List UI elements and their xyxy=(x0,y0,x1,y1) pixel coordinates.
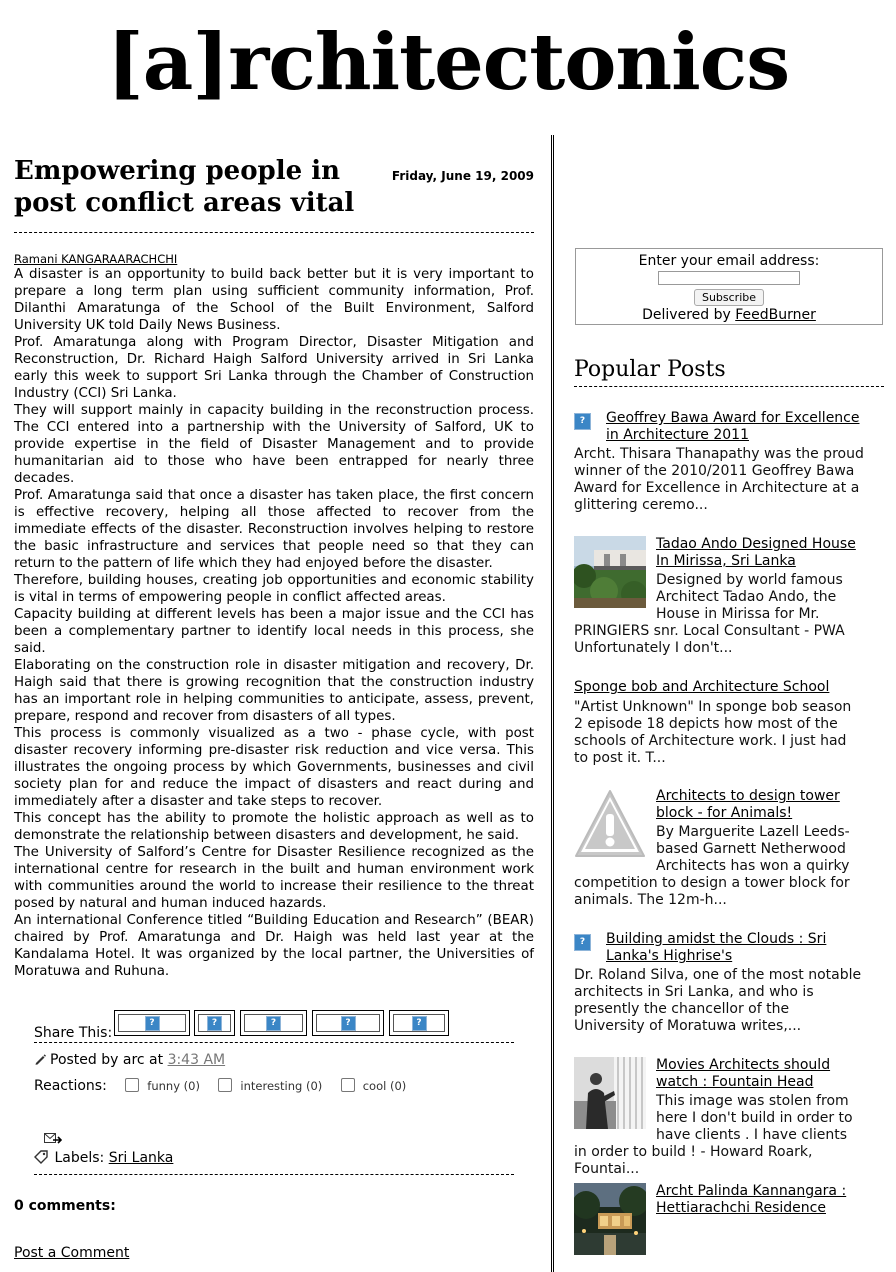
author-link[interactable]: Ramani KANGARAARACHCHI xyxy=(14,252,178,266)
broken-image-icon: ? xyxy=(207,1016,222,1031)
popular-post-link[interactable]: Geoffrey Bawa Award for Excellence in Architecture 2011 xyxy=(606,410,860,443)
post-footer-author xyxy=(34,1052,225,1068)
post-column xyxy=(14,150,534,1261)
post-paragraph: This process is commonly visualized as a two - phase cycle, with post disaster recovery informing pre-disaster risk reduction and vice versa. This illustrates the ongoing process by which Governments, businesses and civil society plan for and reduce the impact of disasters and react during and immediately after a disaster and take steps to recover. xyxy=(14,726,534,809)
popular-post-snippet: Archt. Thisara Thanapathy was the proud winner of the 2010/2011 Geoffrey Bawa Award for Excellence in Architecture at a glittering ceremo... xyxy=(574,446,864,513)
email-subscribe-widget xyxy=(575,248,883,325)
share-button-1[interactable] xyxy=(114,1010,190,1036)
feedburner-link[interactable]: FeedBurner xyxy=(735,307,816,323)
popular-post-link[interactable]: Sponge bob and Architecture School xyxy=(574,679,830,695)
share-button-3[interactable] xyxy=(240,1010,307,1036)
question-icon: ? xyxy=(574,934,591,951)
post-header xyxy=(14,150,534,233)
reaction-funny[interactable] xyxy=(125,1078,200,1093)
post-paragraph: Prof. Amaratunga along with Program Director, Disaster Mitigation and Reconstruction, Dr. Richard Haigh Salford University arrived in Sri Lanka early this week to support Sri Lanka through the Chamber of Construction Industry (CCI) Sri Lanka. xyxy=(14,335,534,401)
reaction-label: funny (0) xyxy=(147,1079,200,1093)
share-button-4[interactable] xyxy=(312,1010,384,1036)
popular-posts-title: Popular Posts xyxy=(574,355,884,387)
popular-post-item xyxy=(574,536,864,657)
checkbox[interactable] xyxy=(341,1078,355,1092)
post-time-link[interactable]: 3:43 AM xyxy=(167,1052,226,1068)
post-paragraph: Prof. Amaratunga said that once a disaster has taken place, the first concern is effective recovery, helping all those affected to recover from the immediate effects of the disaster. Reconstruction involves helping to restore the basic infrastructure and services that people need so that they can return to the pattern of life which they had enjoyed before the disaster. xyxy=(14,488,534,571)
reaction-interesting[interactable] xyxy=(218,1078,322,1093)
label-link[interactable]: Sri Lanka xyxy=(108,1150,174,1166)
post-paragraph: Therefore, building houses, creating job opportunities and economic stability is vital in terms of empowering people in conflict affected areas. xyxy=(14,573,534,605)
post-paragraph: Elaborating on the construction role in disaster mitigation and recovery, Dr. Haigh said that there is growing recognition that the construction industry has an important role in helping communities to anticipate, assess, prevent, prepare, respond and recover from disasters of all types. xyxy=(14,658,534,724)
reaction-cool[interactable] xyxy=(341,1078,407,1093)
delivered-by xyxy=(576,307,882,324)
post-title[interactable]: Empowering people in post conflict areas vital xyxy=(14,156,355,218)
checkbox[interactable] xyxy=(125,1078,139,1092)
popular-post-item xyxy=(574,1057,864,1178)
post-comment-link[interactable]: Post a Comment xyxy=(14,1245,130,1261)
popular-post-item xyxy=(574,679,864,767)
email-input[interactable] xyxy=(658,271,800,285)
email-post-icon[interactable] xyxy=(44,433,62,445)
film-still-thumbnail[interactable] xyxy=(574,1057,646,1129)
share-bar xyxy=(34,1010,514,1043)
reactions xyxy=(34,1078,406,1094)
broken-image-icon: ? xyxy=(412,1016,427,1031)
pencil-icon xyxy=(34,1053,46,1065)
popular-post-link[interactable]: Building amidst the Clouds : Sri Lanka's Highrise's xyxy=(606,931,827,964)
broken-image-icon: ? xyxy=(145,1016,160,1031)
column-divider xyxy=(551,135,554,1272)
popular-post-link[interactable]: Architects to design tower block - for Animals! xyxy=(656,788,840,821)
popular-post-item xyxy=(574,410,864,514)
subscribe-label: Enter your email address: xyxy=(638,253,820,269)
site-title[interactable]: [a]rchitectonics xyxy=(106,17,790,108)
post-paragraph: An international Conference titled “Building Education and Research” (BEAR) chaired by Prof. Amaratunga and Dr. Haigh was held last year at the Kandalama Hotel. It was organized by the local partner, the Universities of Moratuwa and Ruhuna. xyxy=(14,913,534,979)
popular-post-snippet: By Marguerite Lazell Leeds-based Garnett Netherwood Architects has won a quirky competition to design a tower block for animals. The 12m-h... xyxy=(574,824,850,908)
broken-image-icon: ? xyxy=(266,1016,281,1031)
post-paragraph: The University of Salford’s Centre for Disaster Resilience recognized as the international centre for research in the built and human environment work with communities around the world to increase their resilience to the threat posed by natural and human induced hazards. xyxy=(14,845,534,911)
post-paragraph: They will support mainly in capacity building in the reconstruction process. The CCI entered into a partnership with the University of Salford, UK to provide expertise in the field of Disaster Management and to provide humanitarian aid to those who have been entrapped for nearly three decades. xyxy=(14,403,534,486)
popular-post-item xyxy=(574,788,864,909)
posted-by-text: Posted by arc at xyxy=(50,1052,164,1068)
popular-post-link[interactable]: Movies Architects should watch : Fountain Head xyxy=(656,1057,831,1090)
popular-post-snippet: Designed by world famous Architect Tadao Ando, the House in Mirissa for Mr. PRINGIERS snr. Local Consultant - PWA Unfortunately I don't... xyxy=(574,572,845,656)
popular-post-link[interactable]: Tadao Ando Designed House In Mirissa, Sri Lanka xyxy=(656,536,856,569)
popular-post-snippet: Dr. Roland Silva, one of the most notable architects in Sri Lanka, and who is presently the chancellor of the University of Moratuwa writes,... xyxy=(574,967,862,1034)
checkbox[interactable] xyxy=(218,1078,232,1092)
popular-post-snippet: "Artist Unknown" In sponge bob season 2 episode 18 depicts how most of the schools of Architecture work. I just had to post it. T... xyxy=(574,699,852,766)
house-photo-thumbnail[interactable] xyxy=(574,536,646,608)
post-date: Friday, June 19, 2009 xyxy=(391,169,534,183)
residence-photo-thumbnail[interactable] xyxy=(574,1183,646,1255)
post-paragraph: This concept has the ability to promote the holistic approach as well as to demonstrate the relationship between disasters and development, he said. xyxy=(14,811,534,843)
broken-image-icon xyxy=(574,932,594,952)
post-paragraph: Capacity building at different levels has been a major issue and the CCI has been a complementary partner to identify local needs in this process, she said. xyxy=(14,607,534,656)
share-button-5[interactable] xyxy=(389,1010,449,1036)
popular-post-item xyxy=(574,1183,864,1257)
warning-icon[interactable] xyxy=(574,788,646,860)
tag-icon xyxy=(34,1150,48,1164)
popular-post-link[interactable]: Archt Palinda Kannangara : Hettiarachchi Residence xyxy=(656,1183,847,1216)
question-icon: ? xyxy=(574,413,591,430)
post-paragraph: A disaster is an opportunity to build back better but it is very important to prepare a long term plan using sufficient community information, Prof. Dilanthi Amaratunga of the School of the Built Environment, Salford University UK told Daily News Business. xyxy=(14,267,534,333)
reactions-label: Reactions: xyxy=(34,1078,107,1094)
broken-image-icon: ? xyxy=(341,1016,356,1031)
reaction-label: cool (0) xyxy=(362,1079,407,1093)
post-body xyxy=(14,266,534,980)
broken-image-icon xyxy=(574,411,594,431)
labels-prefix: Labels: xyxy=(54,1150,105,1166)
comments-count: 0 comments: xyxy=(14,1198,116,1214)
email-icon[interactable] xyxy=(44,1133,62,1145)
delivered-by-text: Delivered by xyxy=(642,307,731,323)
popular-post-snippet: This image was stolen from here I don't build in order to have clients . I have clients in order to build ! - Howard Roark, Fountai... xyxy=(574,1093,853,1177)
reaction-label: interesting (0) xyxy=(240,1079,323,1093)
popular-post-item xyxy=(574,931,864,1035)
post-labels xyxy=(34,1150,514,1175)
subscribe-button[interactable]: Subscribe xyxy=(694,289,764,306)
share-label: Share This: xyxy=(34,1025,113,1041)
share-button-2[interactable] xyxy=(194,1010,235,1036)
